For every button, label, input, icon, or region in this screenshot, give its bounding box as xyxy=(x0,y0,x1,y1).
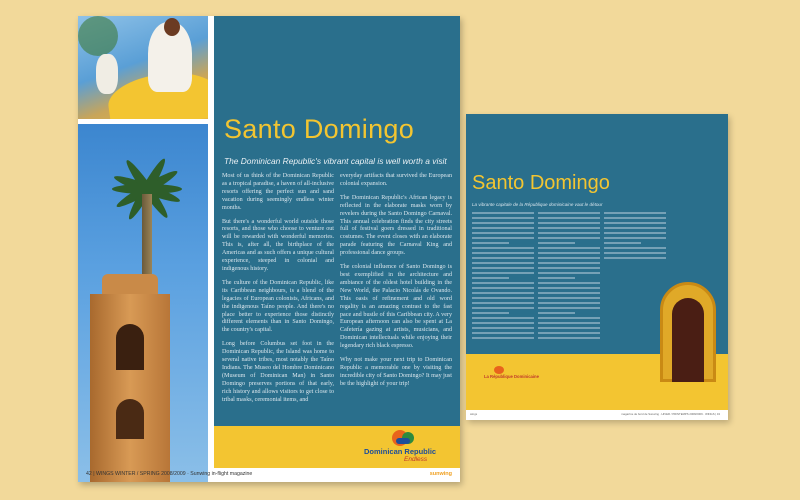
sun-logo-icon xyxy=(494,366,504,374)
article-column-left xyxy=(222,173,334,410)
text-line xyxy=(538,242,575,244)
text-line xyxy=(472,337,534,339)
text-line xyxy=(472,252,534,254)
text-line xyxy=(538,282,600,284)
footer-right: magazine de bord de Sunwing · HIVER / PRINTEMPS 2008/2009 · WINGS | 43 xyxy=(621,412,720,416)
text-column-french xyxy=(538,212,600,352)
text-column-french xyxy=(472,212,534,352)
text-line xyxy=(538,297,600,299)
text-line xyxy=(472,317,534,319)
paragraph: The colonial influence of Santo Domingo is best exemplified in the architecture and ambiance of the oldest hotel building in the New World, the Palacio Nicolás de Ovando. This oasis of refinement and old word regality is an amazing contrast to the fast pace and bustle of this Caribbean city. A very European afternoon can also be spent at La Cafetería gazing at artists, musicians, and Dominican intellectuals while enjoying their legendary rich black espresso. xyxy=(340,264,452,350)
text-line xyxy=(472,282,534,284)
text-line xyxy=(604,222,666,224)
logo-tagline: Endless xyxy=(404,456,428,463)
text-line xyxy=(472,222,534,224)
text-line xyxy=(538,217,600,219)
footer-text: 42 | WINGS WINTER / SPRING 2008/2009 · Sunwing in-flight magazine xyxy=(86,471,253,477)
text-line xyxy=(538,332,600,334)
text-line xyxy=(472,297,534,299)
palm-tower-photo xyxy=(78,124,208,482)
text-line xyxy=(472,302,534,304)
text-line xyxy=(604,217,666,219)
text-line xyxy=(472,272,534,274)
text-line xyxy=(538,312,575,314)
text-line xyxy=(538,287,600,289)
text-line xyxy=(472,262,534,264)
text-line xyxy=(472,327,534,329)
text-line xyxy=(538,327,600,329)
text-line xyxy=(538,307,600,309)
paragraph: The Dominican Republic's African legacy is reflected in the elaborate masks worn by revelers during the Santo Domingo Carnaval. This annual celebration finds the city streets full of festival goers dressed in traditional costumes. The event closes with an elaborate parade featuring the Carnaval King and professional dance groups. xyxy=(340,194,452,257)
text-line xyxy=(538,227,600,229)
text-line xyxy=(538,247,600,249)
text-line xyxy=(472,292,534,294)
text-line xyxy=(472,232,534,234)
text-line xyxy=(538,232,600,234)
text-column-french xyxy=(604,212,666,352)
article-subtitle: The Dominican Republic's vibrant capital is well worth a visit xyxy=(224,156,447,166)
paragraph: everyday artifacts that survived the European colonial expansion. xyxy=(340,173,452,187)
sun-logo-icon xyxy=(392,430,414,446)
article-title-french: Santo Domingo xyxy=(472,172,610,194)
text-line xyxy=(538,292,600,294)
logo-band xyxy=(214,426,460,468)
magazine-page-french xyxy=(466,114,728,420)
article-subtitle-french: La vibrante capitale de la République dominicaine vaut le détour xyxy=(472,202,603,207)
text-line xyxy=(538,337,600,339)
text-line xyxy=(472,237,534,239)
text-line xyxy=(538,302,600,304)
text-line xyxy=(472,247,534,249)
logo-name: Dominican Republic xyxy=(364,447,437,456)
text-line xyxy=(472,257,534,259)
article-title: Santo Domingo xyxy=(224,114,415,144)
text-line xyxy=(472,307,534,309)
paragraph: Long before Columbus set foot in the Dominican Republic, the Island was home to several native tribes, most notably the Taíno Indians. The Museo del Hombre Dominicano (Museum of Dominican Man) in Santo Domingo preserves portions of that early, rich history and allows visitors to get close to tribal masks, ceremonial items, and xyxy=(222,341,334,403)
text-line xyxy=(538,272,600,274)
text-line xyxy=(472,212,534,214)
text-line xyxy=(472,312,509,314)
text-line xyxy=(604,252,666,254)
dominican-republic-logo xyxy=(364,430,450,464)
text-line xyxy=(604,227,666,229)
paragraph: Why not make your next trip to Dominican Republic a memorable one by visiting the incredible city of Santo Domingo? It may just be the highlight of your trip! xyxy=(340,357,452,387)
text-line xyxy=(538,267,600,269)
text-line xyxy=(538,252,600,254)
page-footer-french xyxy=(470,410,724,418)
text-line xyxy=(538,262,600,264)
paragraph: But there's a wonderful world outside those resorts, and those who choose to venture out will be rewarded with wonderful memories. This is, after all, the birthplace of the Americas and as such offers a unique cultural experience, steeped in colonial and indigenous history. xyxy=(222,218,334,272)
text-line xyxy=(538,257,600,259)
text-line xyxy=(604,257,666,259)
text-line xyxy=(472,267,534,269)
footer-brand: sunwing xyxy=(429,471,452,477)
text-line xyxy=(472,332,534,334)
article-panel xyxy=(214,16,460,426)
text-line xyxy=(604,247,666,249)
dancers-photo xyxy=(78,16,208,119)
text-line xyxy=(604,237,666,239)
logo-text-french: La République Dominicaine xyxy=(484,374,539,379)
text-line xyxy=(472,322,534,324)
text-line xyxy=(604,242,641,244)
text-line xyxy=(472,277,509,279)
paragraph: Most of us think of the Dominican Republic as a tropical paradise, a haven of all-inclusive resorts offering the perfect sun and sand vacation during seemingly endless winter months. xyxy=(222,173,334,211)
text-line xyxy=(538,322,600,324)
text-line xyxy=(538,212,600,214)
text-line xyxy=(538,237,600,239)
text-line xyxy=(538,317,600,319)
paragraph: The culture of the Dominican Republic, like its Caribbean neighbours, is a blend of the legacies of European colonists, Africans, and the indigenous Taíno people. And there's no place better to experience those distinctly different elements than in Santo Domingo, the country's capital. xyxy=(222,279,334,334)
text-line xyxy=(472,242,509,244)
text-line xyxy=(538,222,600,224)
text-line xyxy=(538,277,575,279)
page-footer xyxy=(86,468,456,480)
text-line xyxy=(472,217,534,219)
article-column-right xyxy=(340,173,452,395)
text-line xyxy=(604,212,666,214)
text-line xyxy=(604,232,666,234)
text-line xyxy=(472,287,534,289)
magazine-page-english xyxy=(78,16,460,482)
text-line xyxy=(472,227,534,229)
footer-left: wings xyxy=(470,412,478,416)
